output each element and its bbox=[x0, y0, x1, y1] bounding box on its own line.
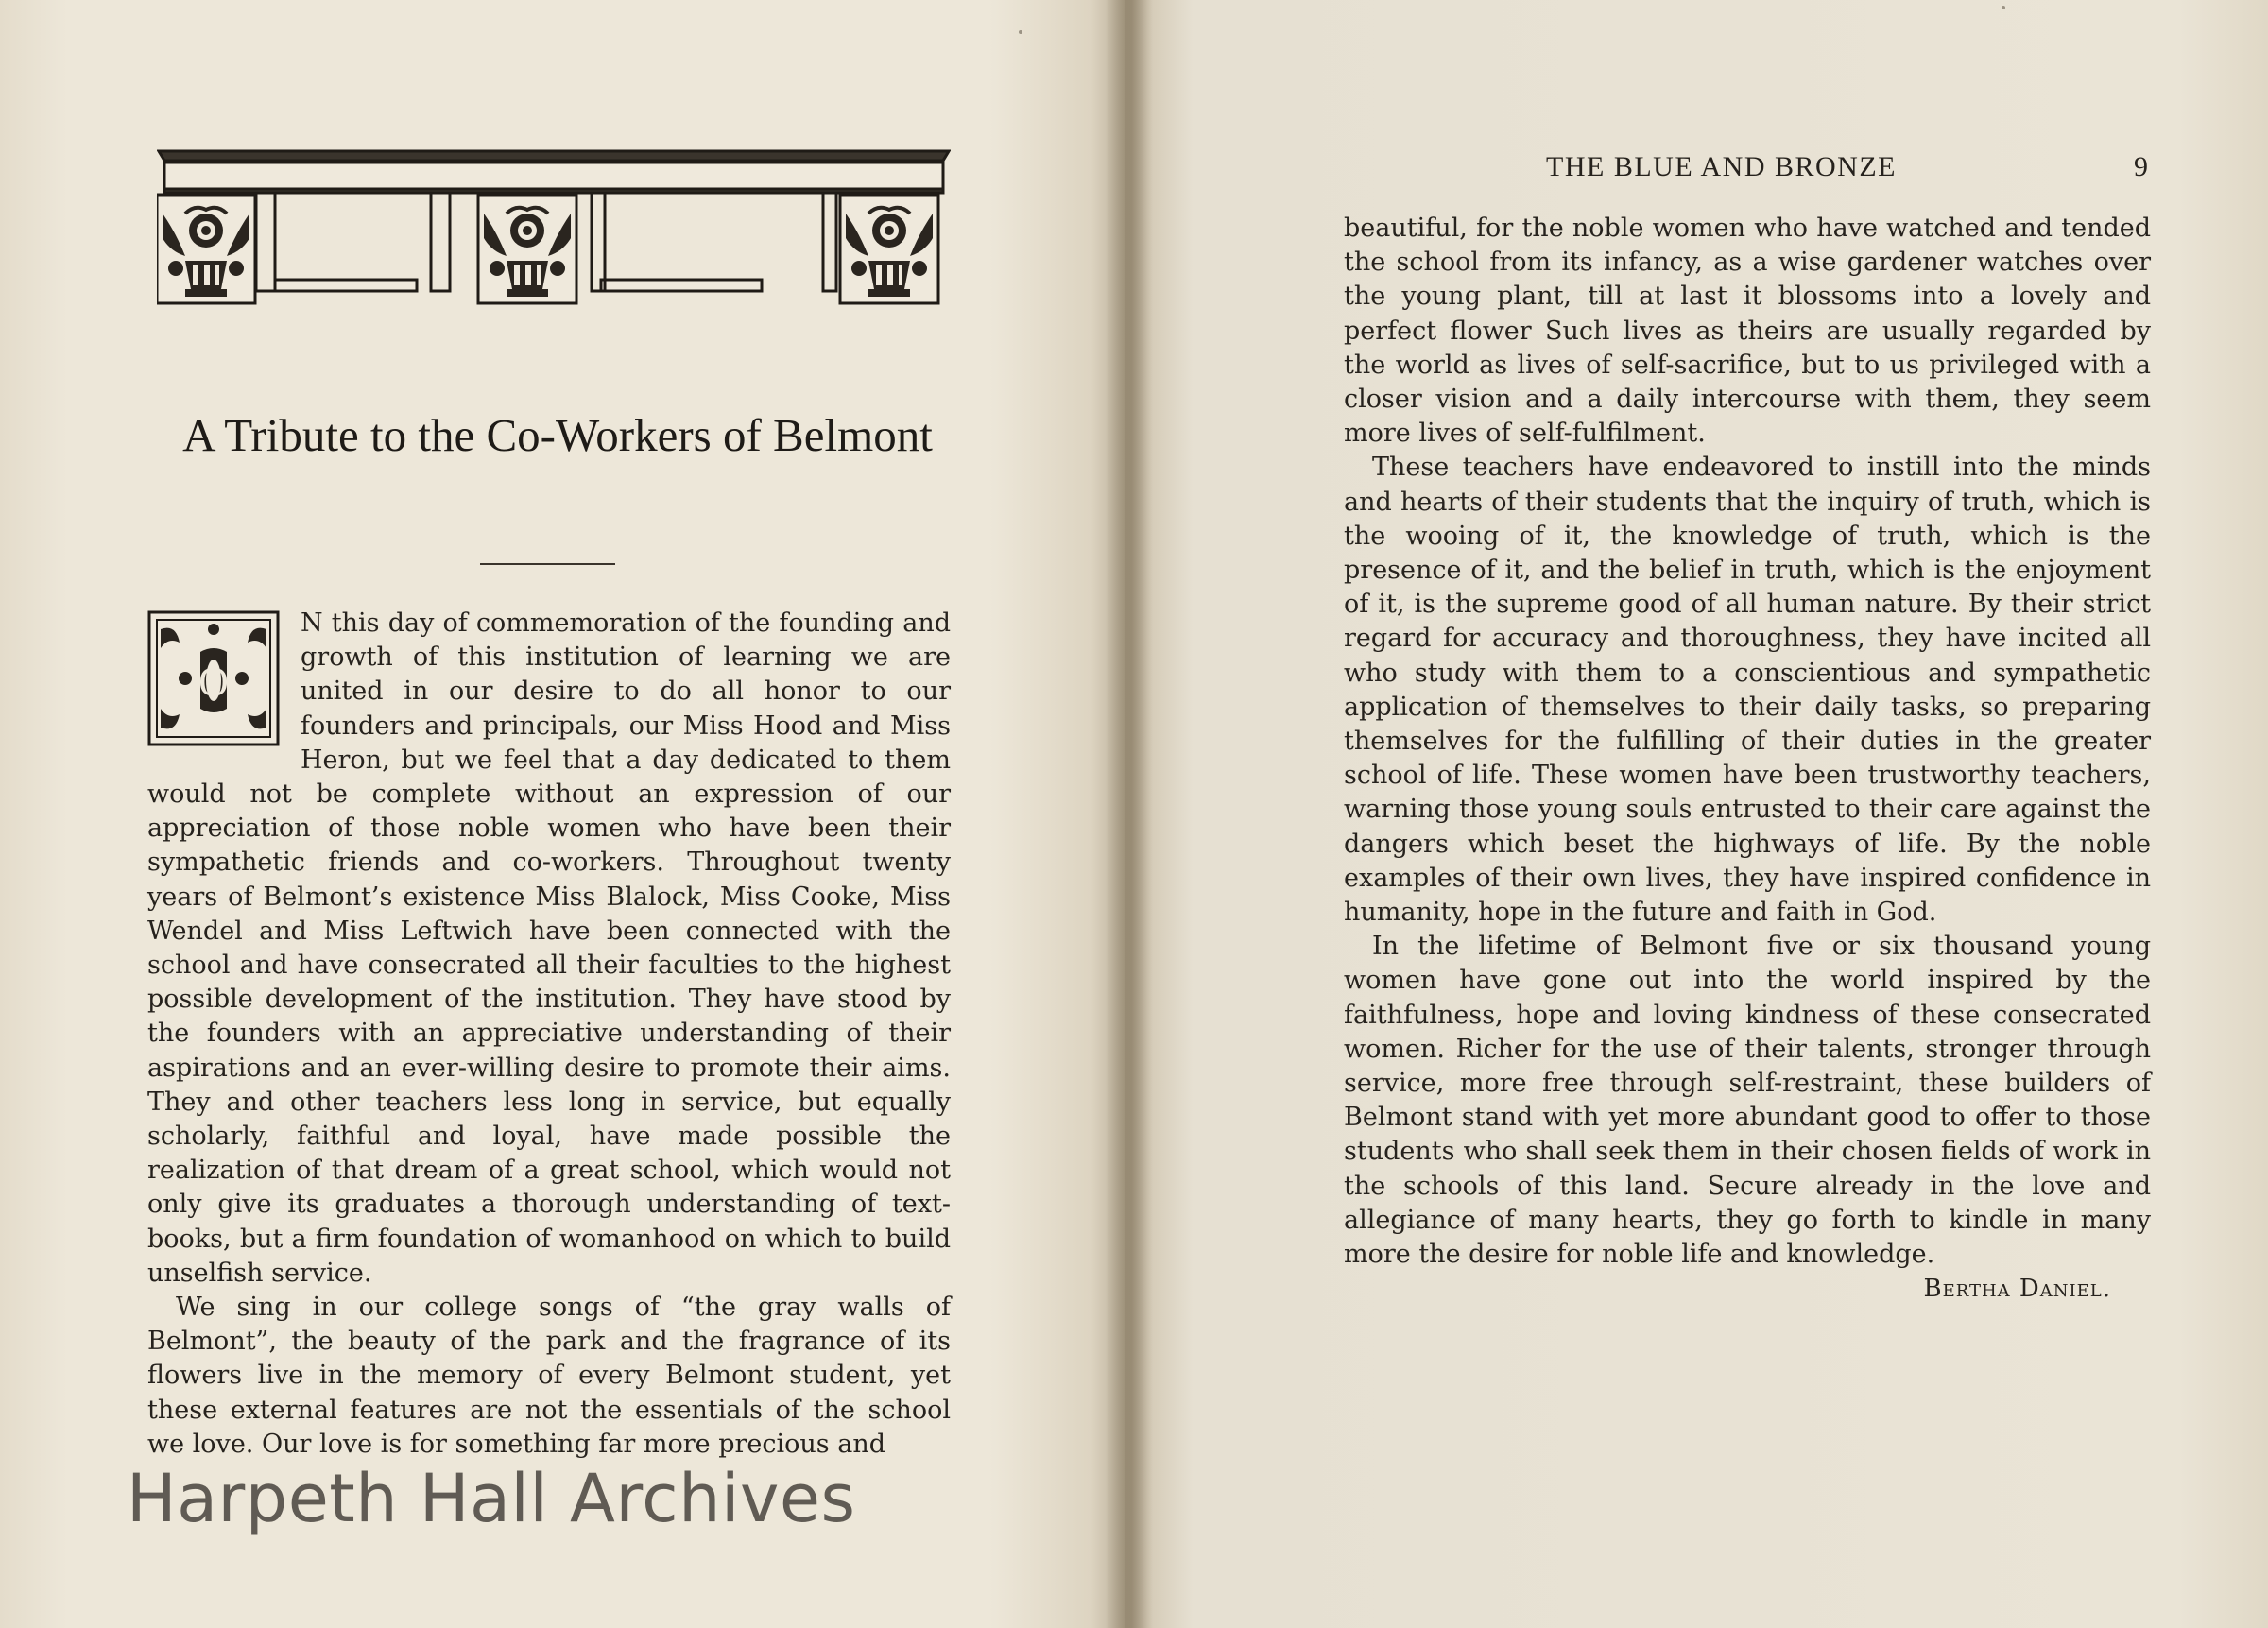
right-paragraph-3: In the lifetime of Belmont five or six thousand young women have gone out into the world inspired by the faithfulness, hope and loving kindness of these consecrated women. Richer for the use of their talents, stronger through service, more free through self-restraint, these builders of Belmont stand with yet more abundant good to offer to those students who shall seek them in their chosen fields of work in the schools of this land. Secure already in the love and allegiance of many hearts, they go forth to kindle in many more the desire for noble life and knowledge. bbox=[1344, 932, 2151, 1270]
left-paragraph-2: We sing in our college songs of “the gray walls of Belmont”, the beauty of the park and the fragrance of its flowers live in the memory of every Belmont student, yet these external features are not the essentials of the school we love. Our love is for something far more precious and bbox=[147, 1293, 951, 1459]
book-gutter bbox=[1106, 0, 1153, 1628]
left-page bbox=[0, 0, 1125, 1628]
urn-and-flowers-headpiece bbox=[157, 147, 951, 313]
left-paragraph-1: N this day of commemoration of the founding and growth of this institution of learning we are united in our desire to do all honor to our founders and principals, our Miss Hood and Miss Heron, but we feel that a day dedicated to them would not be complete without an expression of our appreciation of those noble women who have been their sympathetic friends and co-workers. Throughout twenty years of Belmont’s existence Miss Blalock, Miss Cooke, Miss Wendel and Miss Leftwich have been connected with the school and have consecrated all their faculties to the highest possible development of the institution. They have stood by the founders with an appreciative understanding of their aspirations and an ever-willing desire to promote their aims. They and other teachers less long in service, but equally scholarly, faithful and loyal, have made possible the realization of that dream of a great school, which would not only give its graduates a thorough understanding of text-books, but a firm foundation of womanhood on which to build unselfish service. bbox=[147, 608, 951, 1288]
right-paragraph-1: beautiful, for the noble women who have watched and tended the school from its infancy, as a wise gardener watches over the young plant, till at last it blossoms into a lovely and perfect flower Such lives as theirs are usually regarded by the world as lives of self-sacrifice, but to us privileged with a closer vision and a daily intercourse with them, they seem more lives of self-fulfilment. bbox=[1344, 214, 2151, 449]
drop-cap-ornament bbox=[147, 610, 280, 746]
drop-cap-letter: O bbox=[198, 659, 229, 705]
paper-speck bbox=[1019, 30, 1022, 34]
page-number: 9 bbox=[2134, 151, 2148, 182]
archive-watermark: Harpeth Hall Archives bbox=[127, 1460, 856, 1537]
right-paragraph-2: These teachers have endeavored to instill into the minds and hearts of their students that the inquiry of truth, which is the wooing of it, the knowledge of truth, which is the presence of it, and the belief in truth, which is the enjoyment of it, is the supreme good of all human nature. By their strict regard for accuracy and thoroughness, they have incited all who study with them to a conscientious and sympathetic application of themselves to their daily tasks, so preparing themselves for the fulfilling of their duties in the greater school of life. These women have been trustworthy teachers, warning those young souls entrusted to their care against the dangers which beset the highways of life. By the noble examples of their own lives, they have inspired confidence in humanity, hope in the future and faith in God. bbox=[1344, 453, 2151, 928]
article-title: A Tribute to the Co-Workers of Belmont bbox=[182, 409, 933, 461]
paper-speck bbox=[2002, 6, 2005, 9]
title-rule bbox=[480, 563, 615, 565]
author-signature: Bertha Daniel. bbox=[1923, 1275, 2111, 1304]
right-body bbox=[1344, 212, 2151, 1307]
left-body bbox=[147, 607, 951, 1462]
running-head: THE BLUE AND BRONZE bbox=[1546, 151, 1897, 182]
